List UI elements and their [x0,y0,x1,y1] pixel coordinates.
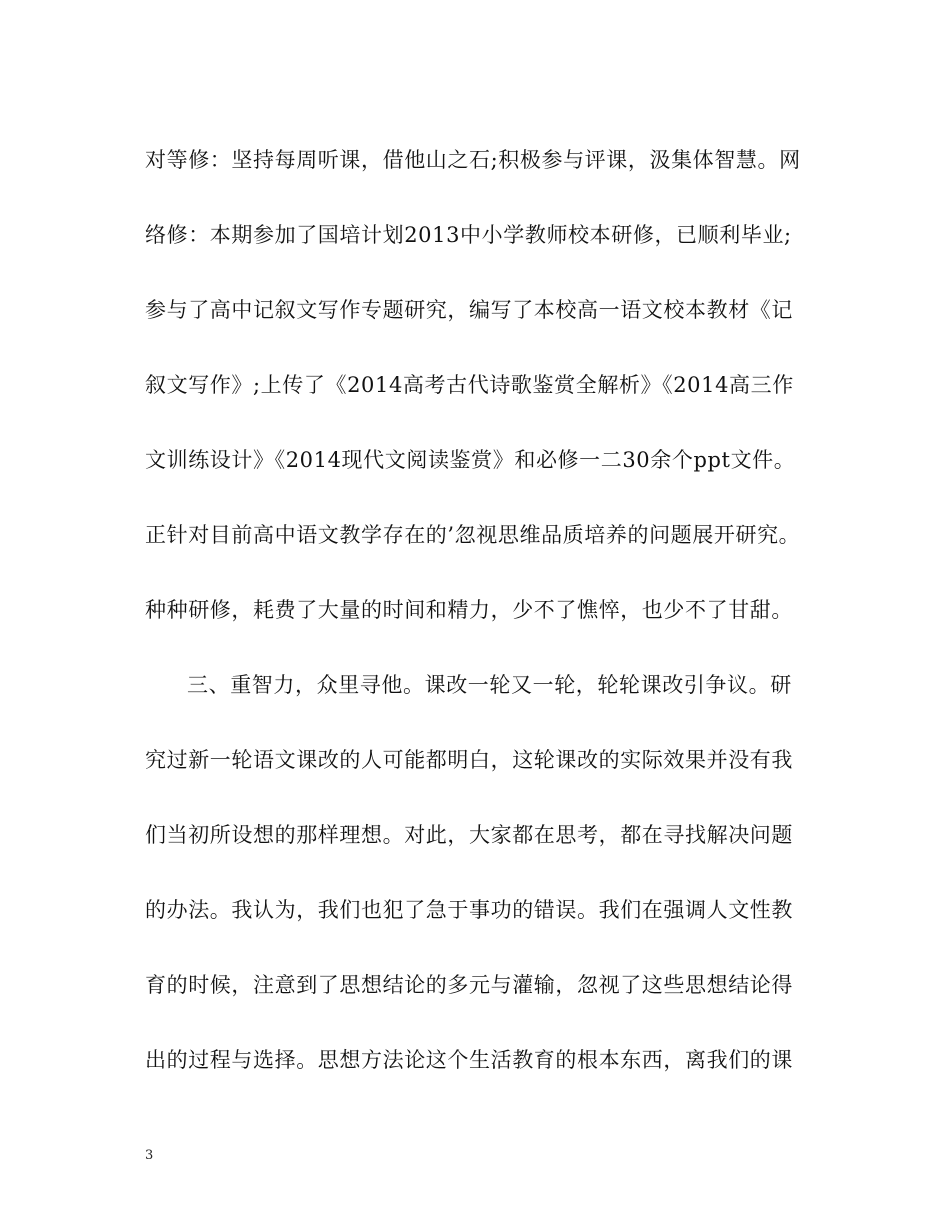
text-line: 们当初所设想的那样理想。对此，大家都在思考，都在寻找解决问题 [145,823,793,847]
text-line: 种种研修，耗费了大量的时间和精力，少不了憔悴，也少不了甘甜。 [145,598,793,622]
body-text [145,140,810,1115]
text-line: 络修：本期参加了国培计划2013中小学教师校本研修，已顺利毕业; [145,223,792,247]
text-line: 的办法。我认为，我们也犯了急于事功的错误。我们在强调人文性教 [145,898,793,922]
paragraph-start-line: 三、重智力，众里寻他。课改一轮又一轮，轮轮课改引争议。研 [187,673,792,697]
text-line: 叙文写作》;上传了《2014高考古代诗歌鉴赏全解析》《2014高三作 [145,373,794,397]
text-line: 参与了高中记叙文写作专题研究，编写了本校高一语文校本教材《记 [145,298,793,322]
text-line: 究过新一轮语文课改的人可能都明白，这轮课改的实际效果并没有我 [145,748,793,772]
text-line: 对等修：坚持每周听课，借他山之石;积极参与评课，汲集体智慧。网 [145,148,801,172]
text-line: 育的时候，注意到了思想结论的多元与灌输，忽视了这些思想结论得 [145,973,793,997]
text-line: 出的过程与选择。思想方法论这个生活教育的根本东西，离我们的课 [145,1048,793,1072]
text-line: 正针对目前高中语文教学存在的’忽视思维品质培养的问题展开研究。 [145,523,801,547]
text-line: 文训练设计》《2014现代文阅读鉴赏》和必修一二30余个ppt文件。 [145,448,796,472]
page-number: 3 [145,1148,154,1163]
